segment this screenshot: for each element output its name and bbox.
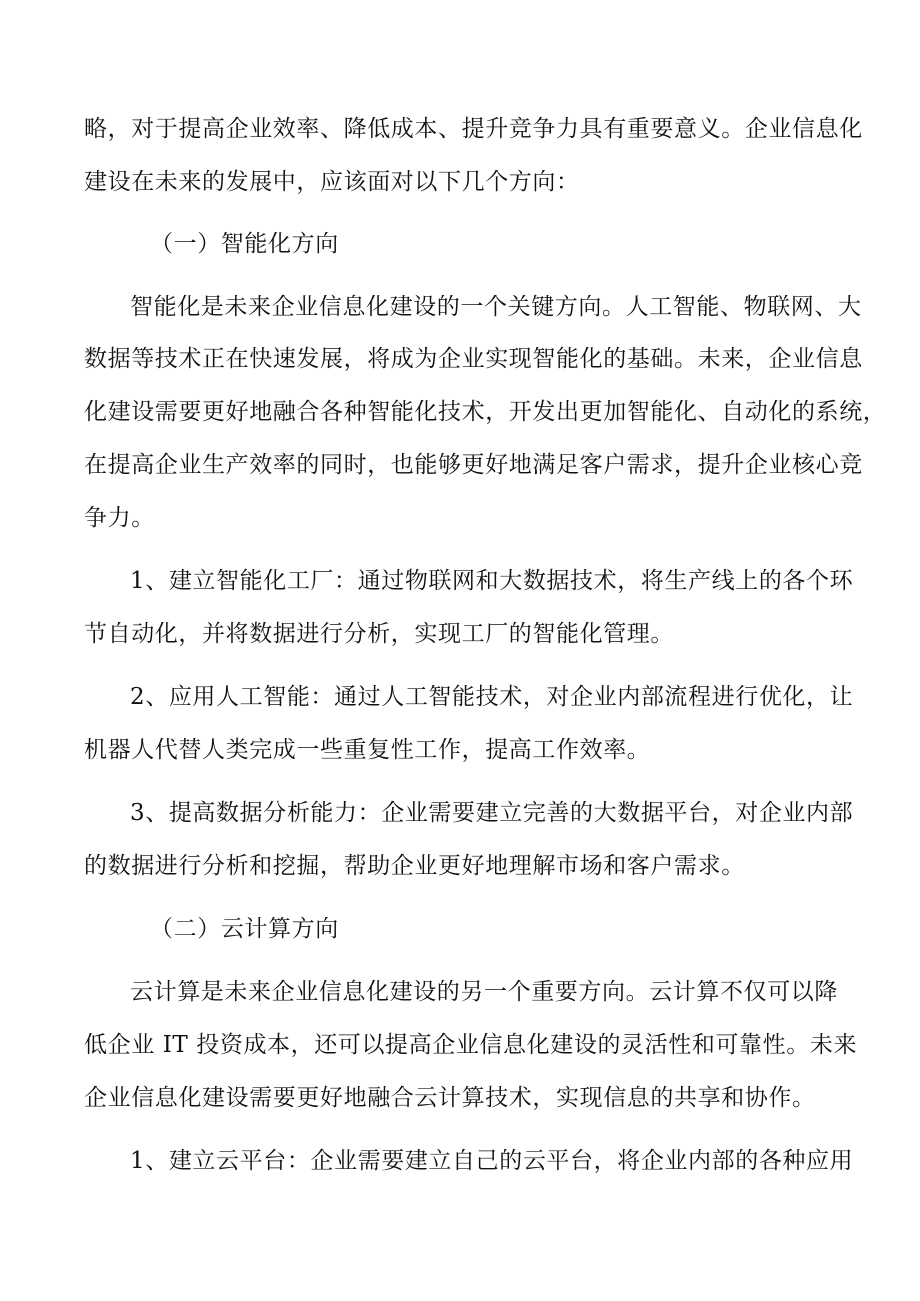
paragraph-line: 略，对于提高企业效率、降低成本、提升竞争力具有重要意义。企业信息化 <box>84 116 863 142</box>
paragraph-line: 2、应用人工智能：通过人工智能技术，对企业内部流程进行优化，让 <box>130 684 854 710</box>
paragraph-line: 节自动化，并将数据进行分析，实现工厂的智能化管理。 <box>84 621 674 647</box>
paragraph-line: 争力。 <box>84 505 155 531</box>
section-heading: （二）云计算方向 <box>150 916 339 942</box>
paragraph-line: 1、建立云平台：企业需要建立自己的云平台，将企业内部的各种应用 <box>130 1148 854 1174</box>
paragraph-line: 云计算是未来企业信息化建设的另一个重要方向。云计算不仅可以降 <box>130 979 838 1005</box>
paragraph-line: 数据等技术正在快速发展，将成为企业实现智能化的基础。未来，企业信息 <box>84 346 863 372</box>
paragraph-line: 在提高企业生产效率的同时，也能够更好地满足客户需求，提升企业核心竞 <box>84 452 863 478</box>
paragraph-line: 企业信息化建设需要更好地融合云计算技术，实现信息的共享和协作。 <box>84 1085 816 1111</box>
paragraph-line: 智能化是未来企业信息化建设的一个关键方向。人工智能、物联网、大 <box>130 294 862 320</box>
paragraph-line: 建设在未来的发展中，应该面对以下几个方向： <box>84 169 580 195</box>
paragraph-line: 3、提高数据分析能力：企业需要建立完善的大数据平台，对企业内部 <box>130 800 854 826</box>
paragraph-line: 的数据进行分析和挖掘，帮助企业更好地理解市场和客户需求。 <box>84 853 745 879</box>
paragraph-line: 机器人代替人类完成一些重复性工作，提高工作效率。 <box>84 737 651 763</box>
paragraph-line: 低企业 IT 投资成本，还可以提高企业信息化建设的灵活性和可靠性。未来 <box>84 1032 858 1058</box>
section-heading: （一）智能化方向 <box>150 231 339 257</box>
paragraph-line: 1、建立智能化工厂：通过物联网和大数据技术，将生产线上的各个环 <box>130 568 854 594</box>
paragraph-line: 化建设需要更好地融合各种智能化技术，开发出更加智能化、自动化的系统， <box>84 399 887 425</box>
